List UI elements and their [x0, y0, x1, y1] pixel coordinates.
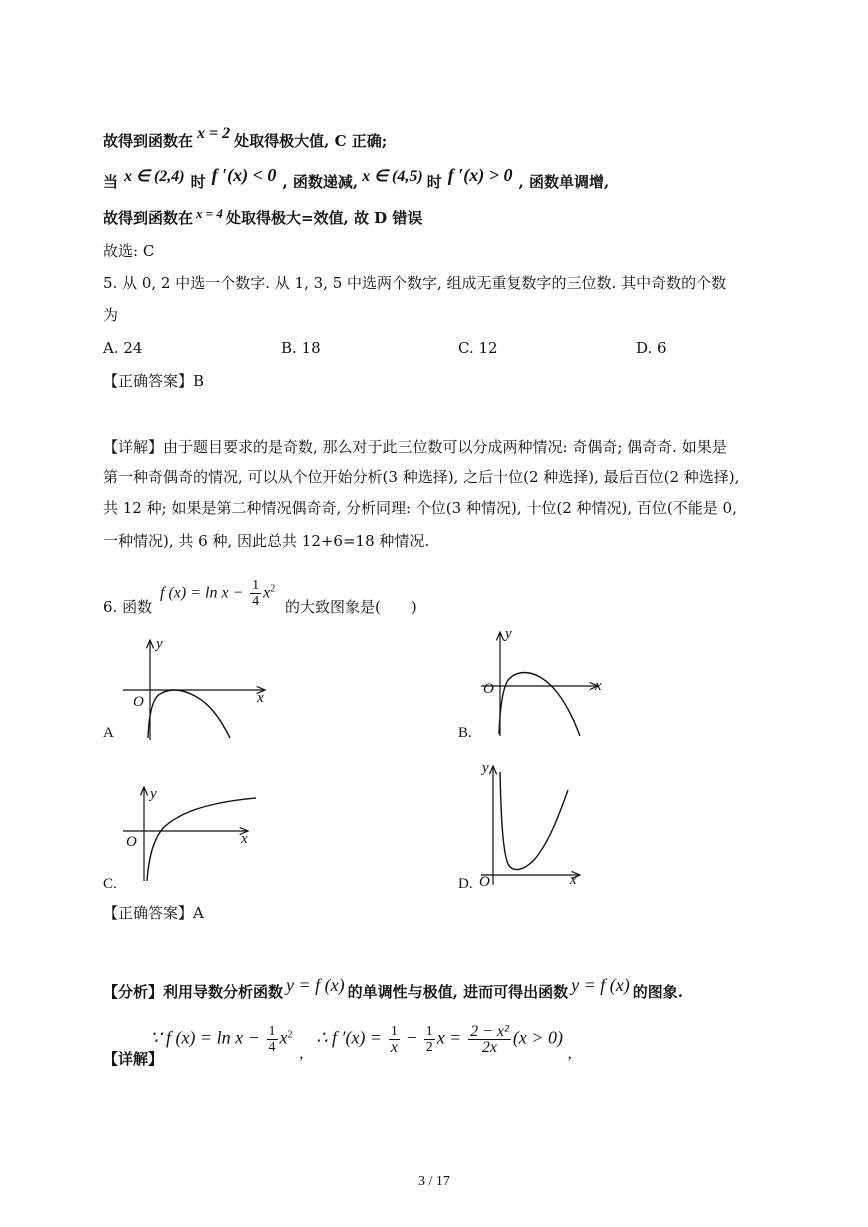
- x-label: x: [241, 831, 248, 847]
- text: , 函数单调增,: [518, 173, 610, 191]
- q5-detail-line2: 第一种奇偶奇的情况, 可以从个位开始分析(3 种选择), 之后十位(2 种选择), 最后百位(2 种选择),: [103, 468, 740, 486]
- graph-d-label: D.: [458, 876, 473, 892]
- line-max-at-2: [103, 125, 388, 153]
- numerator: 1: [425, 1024, 433, 1039]
- minus: −: [406, 1027, 417, 1048]
- graph-a-label: A: [103, 725, 114, 741]
- q5-option-c: C. 12: [458, 339, 498, 357]
- text: 当: [103, 173, 119, 191]
- fraction-1-x: [389, 1024, 400, 1055]
- math-x-eq-4: x = 4: [196, 206, 223, 221]
- math-x-eq: x =: [436, 1027, 462, 1048]
- text: 时: [190, 173, 206, 191]
- math-y-eq-fx: y = f (x): [571, 975, 630, 995]
- line-choose-c: 故选: C: [103, 242, 155, 260]
- fraction-result: [468, 1024, 511, 1055]
- q6-stem-suffix: 的大致图象是( ): [285, 598, 417, 616]
- curve: [148, 690, 230, 738]
- origin-label: O: [479, 874, 490, 890]
- denominator: 4: [252, 594, 260, 609]
- numerator: 2 − x²: [470, 1023, 509, 1040]
- math-since: ∵ f (x) = ln x −: [150, 1027, 260, 1048]
- graph-option-b: [478, 626, 608, 741]
- y-label: y: [150, 786, 157, 802]
- graph-option-c: [120, 783, 265, 883]
- comma: ,: [299, 1044, 304, 1062]
- x-label: x: [570, 872, 577, 888]
- exponent: 2: [287, 1029, 293, 1041]
- denominator: 2: [425, 1040, 433, 1055]
- graph-c-label: C.: [103, 876, 117, 892]
- fraction-1-4: [250, 578, 261, 609]
- fraction-1-2: [424, 1024, 435, 1055]
- math-derivative-pos: f ′(x) > 0: [447, 165, 513, 185]
- q5-stem-line2: 为: [103, 306, 119, 324]
- q6-answer: 【正确答案】A: [103, 904, 204, 922]
- numerator: 1: [389, 1024, 400, 1040]
- fraction-1-4: [267, 1024, 278, 1055]
- q5-detail-line4: 一种情况), 共 6 种, 因此总共 12+6=18 种情况.: [103, 532, 430, 550]
- line-monotonic: [103, 165, 610, 194]
- math-therefore: ∴ f ′(x) =: [316, 1027, 383, 1048]
- math-interval-4-5: x ∈ (4,5): [362, 168, 423, 185]
- numerator: 1: [252, 578, 260, 593]
- origin-label: O: [133, 694, 144, 710]
- math-domain: (x > 0): [512, 1027, 563, 1048]
- denominator: 4: [268, 1040, 276, 1055]
- q5-detail-line1: 【详解】由于题目要求的是奇数, 那么对于此三位数可以分成两种情况: 奇偶奇; 偶奇奇. 如果是: [103, 438, 727, 456]
- math-x-eq-2: x = 2: [197, 125, 231, 142]
- math-f-def: f (x) = ln x −: [160, 584, 244, 602]
- math-interval-2-4: x ∈ (2,4): [124, 168, 185, 185]
- graph-option-d: [478, 760, 588, 890]
- y-label: y: [156, 636, 163, 652]
- curve: [499, 673, 580, 736]
- math-x: x: [263, 584, 271, 602]
- denominator: x: [390, 1039, 398, 1056]
- line-max-at-4: [103, 207, 422, 230]
- text: 6. 函数: [103, 598, 153, 616]
- q5-option-d: D. 6: [636, 339, 667, 357]
- q5-option-a: A. 24: [103, 339, 143, 357]
- text: 故得到函数在: [103, 132, 194, 150]
- text: 【分析】利用导数分析函数: [103, 983, 284, 1001]
- graph-option-a: [120, 632, 280, 742]
- q5-detail-line3: 共 12 种; 如果是第二种情况偶奇奇, 分析同理: 个位(3 种情况), 十位(2 种情况), 百位(不能是 0,: [103, 499, 737, 517]
- math-derivative-neg: f ′(x) < 0: [211, 165, 277, 185]
- origin-label: O: [126, 834, 137, 850]
- curve: [500, 772, 568, 870]
- comma: ,: [567, 1044, 572, 1062]
- text: 故得到函数在: [103, 209, 194, 227]
- q6-analysis: [103, 975, 683, 1003]
- q5-stem-line1: 5. 从 0, 2 中选一个数字. 从 1, 3, 5 中选两个数字, 组成无重复数字的三位数. 其中奇数的个数: [103, 274, 727, 292]
- x-label: x: [257, 690, 264, 706]
- curve: [147, 798, 256, 881]
- text: , 函数递减,: [282, 173, 359, 191]
- text: 的单调性与极值, 进而可得出函数: [347, 983, 569, 1001]
- text: 处取得极大=效值, 故 D 错误: [225, 209, 423, 227]
- text: 时: [426, 173, 442, 191]
- y-label: y: [482, 760, 489, 776]
- math-x: x: [279, 1027, 288, 1048]
- numerator: 1: [268, 1024, 276, 1039]
- q6-stem: [103, 596, 152, 618]
- y-label: y: [505, 626, 512, 642]
- origin-label: O: [483, 681, 494, 697]
- x-label: x: [595, 678, 602, 694]
- q6-detail-label: 【详解】: [103, 1050, 164, 1068]
- page-number: 3 / 17: [418, 1174, 450, 1189]
- q6-function-formula: [160, 578, 275, 609]
- q6-detail-formula: [150, 1023, 572, 1062]
- text: 处取得极大值, C 正确;: [234, 132, 388, 150]
- graph-b-label: B.: [458, 725, 472, 741]
- text: 的图象.: [632, 983, 683, 1001]
- denominator: 2x: [481, 1039, 498, 1056]
- exponent: 2: [270, 583, 276, 595]
- q5-option-b: B. 18: [281, 339, 321, 357]
- math-y-eq-fx: y = f (x): [286, 975, 345, 995]
- q5-answer: 【正确答案】B: [103, 372, 205, 390]
